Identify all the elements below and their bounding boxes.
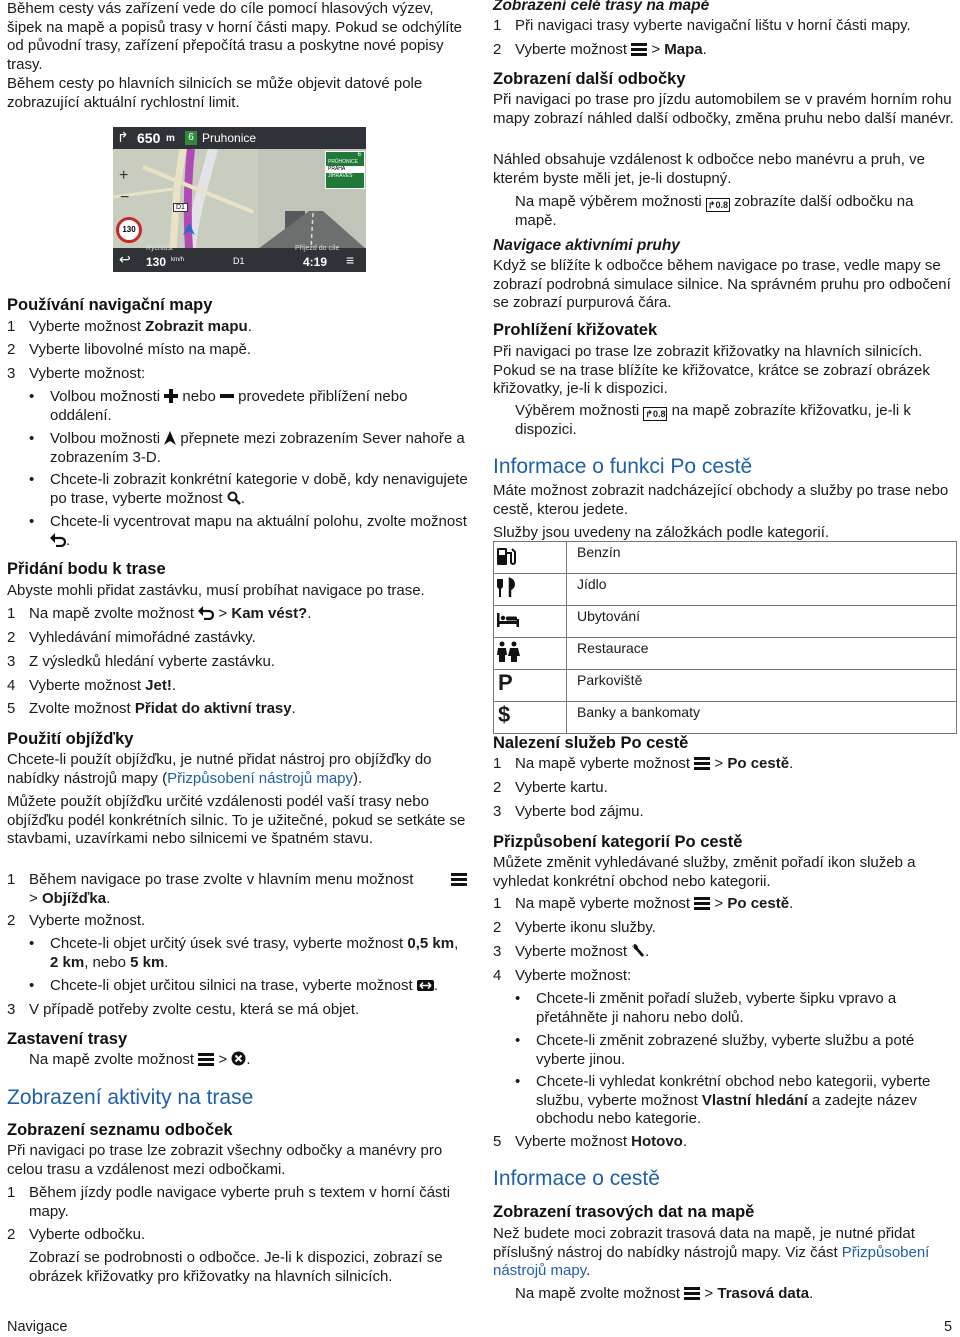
turn-distance: 650 xyxy=(137,130,161,146)
heading-junctions: Prohlížení křižovatek xyxy=(493,321,658,339)
route-badge: 6 xyxy=(185,131,197,145)
detour-icon xyxy=(417,979,434,992)
footer-page-number: 5 xyxy=(944,1319,953,1335)
footer-section: Navigace xyxy=(7,1319,68,1335)
heading-using-map: Používání navigační mapy xyxy=(7,296,213,314)
customize-categories-paragraph: Můžete změnit vyhledávané služby, změnit pořadí ikon služeb a vyhledat konkrétní obchod nebo kategorii. xyxy=(493,854,916,890)
bullet-zoom: • Volbou možnosti nebo provedete přiblížení nebo oddálení. xyxy=(7,388,469,425)
heading-active-lane: Navigace aktivními pruhy xyxy=(493,237,680,254)
plus-icon xyxy=(164,389,178,403)
map-top-bar[interactable] xyxy=(113,127,366,149)
stop-route-text: Na mapě zvolte možnost > . xyxy=(29,1051,251,1068)
bullet-custom-search: • Chcete-li vyhledat konkrétní obchod nebo kategorii, vyberte službu, vyberte možnost Vlastní hledání a zadejte název obchodu nebo kategorie. xyxy=(493,1073,955,1129)
heading-whole-route: Zobrazení celé trasy na mapě xyxy=(493,0,710,14)
heading-next-turn: Zobrazení další odbočky xyxy=(493,70,686,88)
detour-paragraph-1: Chcete-li použít objížďku, je nutné přidat nástroj pro objížďky do nabídky nástrojů mapy (Přizpůsobení nástrojů mapy). xyxy=(7,751,432,787)
heading-stop-route: Zastavení trasy xyxy=(7,1030,128,1048)
menu-icon xyxy=(631,43,647,56)
customize-step-1: Na mapě vyberte možnost > Po cestě. xyxy=(515,895,794,912)
turn-distance-unit: m xyxy=(166,133,175,144)
turn-arrow-icon: ↱ xyxy=(117,129,129,145)
whole-route-step-1: Při navigaci trasy vyberte navigační lištu v horní části mapy. xyxy=(515,17,911,34)
sign-line-3: JIHRÁVES xyxy=(328,173,353,179)
link-customize-tools[interactable]: Přizpůsobení nástrojů mapy xyxy=(493,1243,930,1279)
speed-limit-value: 130 xyxy=(122,225,136,234)
speed-unit: km/h xyxy=(171,257,185,263)
detour-step-1: Během navigace po trase zvolte v hlavním menu možnost > Objížďka. xyxy=(7,871,469,908)
intro-paragraph: Během cesty vás zařízení vede do cíle pomocí hlasových výzev, šipek na mapě a popisů trasy v horní části mapy. Pokud se odchýlíte od původní trasy, zařízení přepočítá trasu a poskytne nové popisy trasy. xyxy=(7,0,462,73)
next-turn-paragraph-3: Na mapě výběrem možnosti ↱0.8 zobrazíte další odbočku na mapě. xyxy=(515,193,914,229)
service-restrooms: Restaurace xyxy=(567,638,957,670)
heading-trip-info: Informace o cestě xyxy=(493,1167,660,1190)
add-point-step-3: Z výsledků hledání vyberte zastávku. xyxy=(29,653,275,670)
bullet-categories: • Chcete-li zobrazit konkrétní kategorie v době, kdy nenavigujete po trase, vyberte možnost . xyxy=(7,471,469,508)
wrench-icon xyxy=(631,943,645,958)
add-point-intro: Abyste mohli přidat zastávku, musí probíhat navigace po trase. xyxy=(7,582,425,599)
north-arrow-icon xyxy=(164,431,176,445)
turn-list-step-1: Během jízdy podle navigace vyberte pruh s textem v horní části mapy. xyxy=(29,1184,451,1220)
arrival-label: Příjezd do cíle xyxy=(295,245,340,252)
bullet-view-mode: • Volbou možnosti přepnete mezi zobrazením Sever nahoře a zobrazením 3-D. xyxy=(7,430,469,467)
highway-sign xyxy=(325,151,365,189)
active-lane-paragraph: Když se blížíte k odbočce během navigace po trase, vedle mapy se zobrazí podrobná simulace silnice. Na správném pruhu pro odbočení se zobrazí purpurová čára. xyxy=(493,257,951,311)
customize-step-5: Vyberte možnost Hotovo. xyxy=(515,1133,688,1150)
detour-paragraph-2: Můžete použít objížďku určité vzdálenosti podél vaší trasy nebo objížďku podél konkrétních silnic. To je užitečné, pokud se setkáte se stavbami, uzavírkami nebo silnicemi ve špatném stavu. xyxy=(7,793,466,847)
sign-line-2: PRAHA xyxy=(326,166,364,173)
junctions-paragraph-2: Výběrem možnosti ↱0.8 na mapě zobrazíte křižovatku, je-li k dispozici. xyxy=(515,402,911,438)
next-turn-distance-icon: ↱0.8 xyxy=(707,200,728,210)
customize-step-4: Vyberte možnost: xyxy=(515,967,632,984)
heading-trip-data: Zobrazení trasových dat na mapě xyxy=(493,1203,755,1221)
using-map-step-3: Vyberte možnost: xyxy=(29,365,146,382)
arrival-time: 4:19 xyxy=(303,255,328,269)
customize-step-2: Vyberte ikonu služby. xyxy=(515,919,656,936)
sign-number: 6 xyxy=(357,152,361,158)
speed-label: Rychlost xyxy=(146,245,173,252)
speed-limit-sign xyxy=(116,217,142,243)
parking-icon: P xyxy=(494,670,567,702)
table-row[interactable] xyxy=(494,542,957,574)
road-shield-bottom: D1 xyxy=(233,256,245,266)
trip-data-paragraph: Než budete moci zobrazit trasová data na mapě, je nutné přidat příslušný nástroj do nabídky nástrojů mapy. Viz část Přizpůsobení nástrojů mapy. xyxy=(493,1225,930,1279)
heading-add-point: Přidání bodu k trase xyxy=(7,560,166,578)
add-point-step-1: Na mapě zvolte možnost > Kam vést?. xyxy=(29,605,312,622)
add-point-step-2: Vyhledávání mimořádné zastávky. xyxy=(29,629,256,646)
food-icon xyxy=(494,574,567,606)
heading-up-ahead: Informace o funkci Po cestě xyxy=(493,455,753,478)
menu-icon[interactable]: ≡ xyxy=(346,252,355,268)
heading-find-services: Nalezení služeb Po cestě xyxy=(493,734,689,752)
stop-icon xyxy=(231,1051,246,1066)
find-services-step-1: Na mapě vyberte možnost > Po cestě. xyxy=(515,755,794,772)
next-turn-paragraph-1: Při navigaci po trase pro jízdu automobilem se v pravém horním rohu mapy zobrazí náhled další odbočky, změna pruhu nebo další manévr. xyxy=(493,91,954,127)
heading-customize-categories: Přizpůsobení kategorií Po cestě xyxy=(493,833,743,851)
lodging-icon xyxy=(494,606,567,638)
using-map-step-1: Vyberte možnost Zobrazit mapu. xyxy=(29,318,252,335)
customize-step-3: Vyberte možnost . xyxy=(515,943,650,960)
current-speed: 130 xyxy=(146,255,167,269)
zoom-in-map-icon[interactable]: + xyxy=(119,167,129,184)
up-ahead-paragraph-2: Služby jsou uvedeny na záložkách podle kategorií. xyxy=(493,524,830,541)
heading-route-activity: Zobrazení aktivity na trase xyxy=(7,1086,254,1109)
heading-detour: Použití objížďky xyxy=(7,730,134,748)
restrooms-icon xyxy=(494,638,567,670)
menu-icon xyxy=(694,897,710,910)
dollar-icon: $ xyxy=(494,702,567,734)
bullet-detour-road: • Chcete-li objet určitou silnici na trase, vyberte možnost . xyxy=(7,977,469,996)
service-lodging: Ubytování xyxy=(567,606,957,638)
turn-list-intro: Při navigaci po trase lze zobrazit všechny odbočky a manévry pro celou trasu a vzdálenost mezi odbočkami. xyxy=(7,1142,443,1178)
bullet-reorder: • Chcete-li změnit pořadí služeb, vyberte šipku vpravo a přetáhněte ji nahoru nebo dolů. xyxy=(493,990,955,1027)
service-fuel: Benzín xyxy=(567,542,957,574)
using-map-step-2: Vyberte libovolné místo na mapě. xyxy=(29,341,252,358)
navigation-map-screenshot xyxy=(113,127,366,272)
sign-line-1: PRŮHONICE xyxy=(328,159,359,165)
table-row[interactable] xyxy=(494,638,957,670)
back-arrow-icon xyxy=(50,533,66,547)
trip-data-step: Na mapě zvolte možnost > Trasová data. xyxy=(515,1285,814,1302)
menu-icon xyxy=(694,757,710,770)
table-row[interactable] xyxy=(494,702,957,734)
find-services-step-2: Vyberte kartu. xyxy=(515,779,608,796)
link-customize-tools[interactable]: Přizpůsobení nástrojů mapy xyxy=(167,769,354,787)
junction-view-icon: ↱0.8 xyxy=(645,409,666,419)
menu-icon xyxy=(451,873,467,886)
turn-list-step-2: Vyberte odbočku. xyxy=(29,1226,146,1243)
table-row[interactable] xyxy=(494,606,957,638)
detour-step-3: V případě potřeby zvolte cestu, která se má objet. xyxy=(29,1001,360,1018)
speed-limit-paragraph: Během cesty po hlavních silnicích se může objevit datové pole zobrazující aktuální rychlostní limit. xyxy=(7,75,423,111)
add-point-step-4: Vyberte možnost Jet!. xyxy=(29,677,177,694)
service-banks: Banky a bankomaty xyxy=(567,702,957,734)
road-shield-small: D1 xyxy=(173,203,188,212)
service-parking: Parkoviště xyxy=(567,670,957,702)
bullet-detour-distance: • Chcete-li objet určitý úsek své trasy, vyberte možnost 0,5 km, 2 km, nebo 5 km. xyxy=(7,935,469,972)
table-row[interactable] xyxy=(494,574,957,606)
turn-list-note: Zobrazí se podrobnosti o odbočce. Je-li k dispozici, zobrazí se obrázek křižovatky pro křižovatky na hlavních silnicích. xyxy=(29,1249,443,1285)
heading-turn-list: Zobrazení seznamu odboček xyxy=(7,1121,233,1139)
next-turn-paragraph-2: Náhled obsahuje vzdálenost k odbočce nebo manévru a pruh, ve kterém byste měli jet, je-li dostupný. xyxy=(493,151,925,187)
back-arrow-icon xyxy=(198,606,214,620)
junctions-paragraph: Při navigaci po trase lze zobrazit křižovatky na hlavních silnicích. Pokud se na trase blížíte ke křižovatce, krátce se zobrazí obrázek křižovatky, je-li k dispozici. xyxy=(493,343,930,397)
bullet-change-services: • Chcete-li změnit zobrazené služby, vyberte službu a poté vyberte jinou. xyxy=(493,1032,955,1069)
add-point-step-5: Zvolte možnost Přidat do aktivní trasy. xyxy=(29,700,296,717)
detour-step-2: Vyberte možnost. xyxy=(29,912,146,929)
menu-icon xyxy=(684,1287,700,1300)
table-row[interactable] xyxy=(494,670,957,702)
street-name: Pruhonice xyxy=(202,131,257,145)
minus-icon xyxy=(220,389,234,403)
services-table xyxy=(493,541,957,734)
zoom-out-map-icon[interactable]: − xyxy=(120,189,130,206)
whole-route-step-2: Vyberte možnost > Mapa. xyxy=(515,41,707,58)
map-bottom-bar xyxy=(113,245,366,272)
back-arrow-icon[interactable]: ↩ xyxy=(119,251,131,267)
fuel-icon xyxy=(494,542,567,574)
up-ahead-paragraph-1: Máte možnost zobrazit nadcházející obchody a služby po trase nebo cestě, kterou jedete. xyxy=(493,482,949,518)
service-food: Jídlo xyxy=(567,574,957,606)
bullet-recenter: • Chcete-li vycentrovat mapu na aktuální polohu, zvolte možnost . xyxy=(7,513,469,550)
find-services-step-3: Vyberte bod zájmu. xyxy=(515,803,644,820)
menu-icon xyxy=(198,1053,214,1066)
search-icon xyxy=(227,491,241,505)
